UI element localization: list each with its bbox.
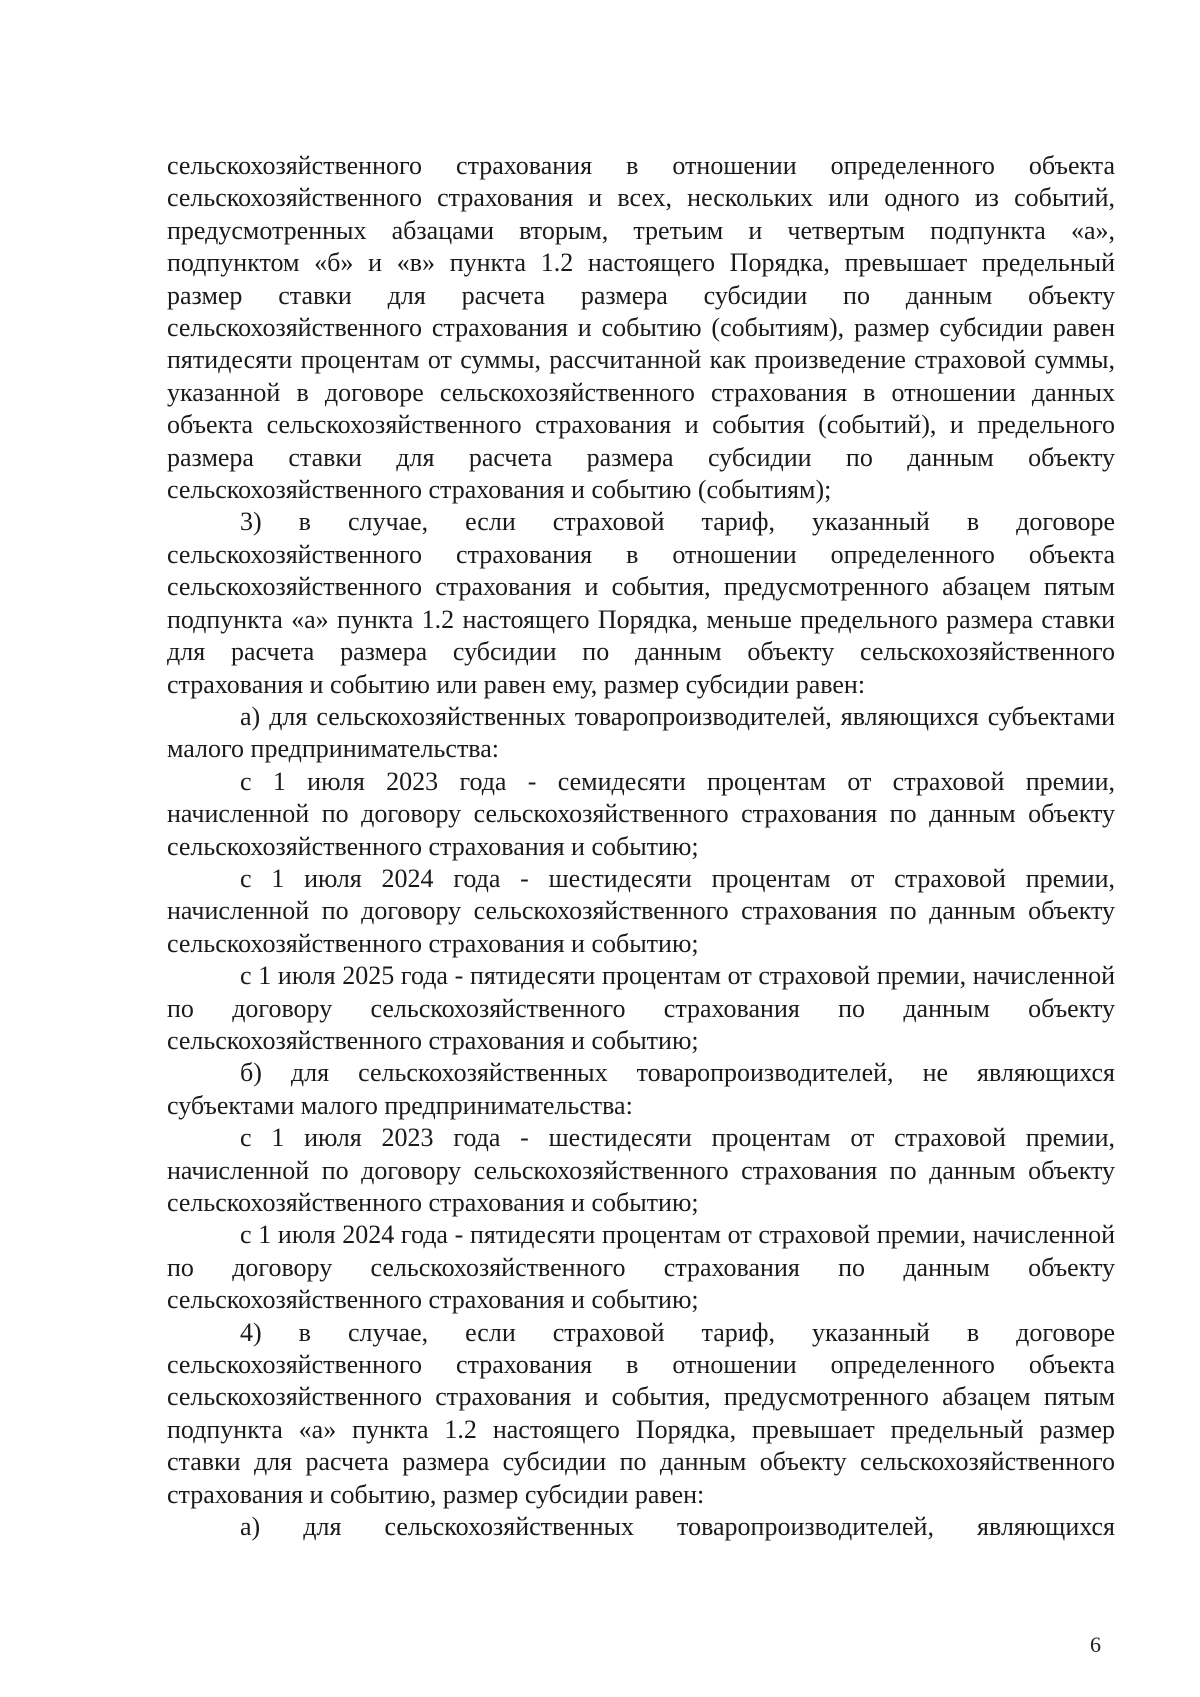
- paragraph-subitem-b: б) для сельскохозяйственных товаропроизводителей, не являющихся субъектами малого предпринимательства:: [167, 1058, 1115, 1120]
- paragraph-item-4: 4) в случае, если страховой тариф, указанный в договоре сельскохозяйственного страхования в отношении определенного объекта сельскохозяйственного страхования и события, предусмотренного абзацем пятым подпункта «а» пункта 1.2 настоящего Порядка, превышает предельный размер ставки для расчета размера субсидии по данным объекту сельскохозяйственного страхования и событию, размер субсидии равен:: [167, 1317, 1115, 1509]
- paragraph-2023-sixty: с 1 июля 2023 года - шестидесяти процентам от страховой премии, начисленной по договору сельскохозяйственного страхования по данным объекту сельскохозяйственного страхования и событию;: [167, 1123, 1115, 1217]
- paragraph-2025-fifty: с 1 июля 2025 года - пятидесяти процентам от страховой премии, начисленной по договору сельскохозяйственного страхования по данным объекту сельскохозяйственного страхования и событию;: [167, 961, 1115, 1055]
- paragraph-subitem-a-continued: а) для сельскохозяйственных товаропроизводителей, являющихся: [240, 1512, 1115, 1542]
- paragraph-2023-seventy: с 1 июля 2023 года - семидесяти процентам от страховой премии, начисленной по договору сельскохозяйственного страхования по данным объекту сельскохозяйственного страхования и событию;: [167, 766, 1115, 861]
- paragraph-item-3: 3) в случае, если страховой тариф, указанный в договоре сельскохозяйственного страхования в отношении определенного объекта сельскохозяйственного страхования и события, предусмотренного абзацем пятым подпункта «а» пункта 1.2 настоящего Порядка, меньше предельного размера ставки для расчета размера субсидии по данным объекту сельскохозяйственного страхования и событию или равен ему, размер субсидии равен:: [167, 507, 1115, 699]
- paragraph-continuation: сельскохозяйственного страхования в отношении определенного объекта сельскохозяйственного страхования и всех, нескольких или одного из событий, предусмотренных абзацами вторым, третьим и четвертым подпункта «а», подпунктом «б» и «в» пункта 1.2 настоящего Порядка, превышает предельный размер ставки для расчета размера субсидии по данным объекту сельскохозяйственного страхования и событию (событиям), размер субсидии равен пятидесяти процентам от суммы, рассчитанной как произведение страховой суммы, указанной в договоре сельскохозяйственного страхования в отношении данных объекта сельскохозяйственного страхования и события (событий), и предельного размера ставки для расчета размера субсидии по данным объекту сельскохозяйственного страхования и событию (событиям);: [167, 151, 1115, 505]
- page-number: 6: [1090, 1632, 1101, 1657]
- paragraph-2024-sixty: с 1 июля 2024 года - шестидесяти процентам от страховой премии, начисленной по договору сельскохозяйственного страхования по данным объекту сельскохозяйственного страхования и событию;: [167, 863, 1115, 958]
- document-page: [167, 150, 1115, 1543]
- paragraph-subitem-a: а) для сельскохозяйственных товаропроизводителей, являющихся субъектами малого предпринимательства:: [167, 701, 1115, 764]
- paragraph-2024-fifty: с 1 июля 2024 года - пятидесяти процентам от страховой премии, начисленной по договору сельскохозяйственного страхования по данным объекту сельскохозяйственного страхования и событию;: [167, 1220, 1115, 1315]
